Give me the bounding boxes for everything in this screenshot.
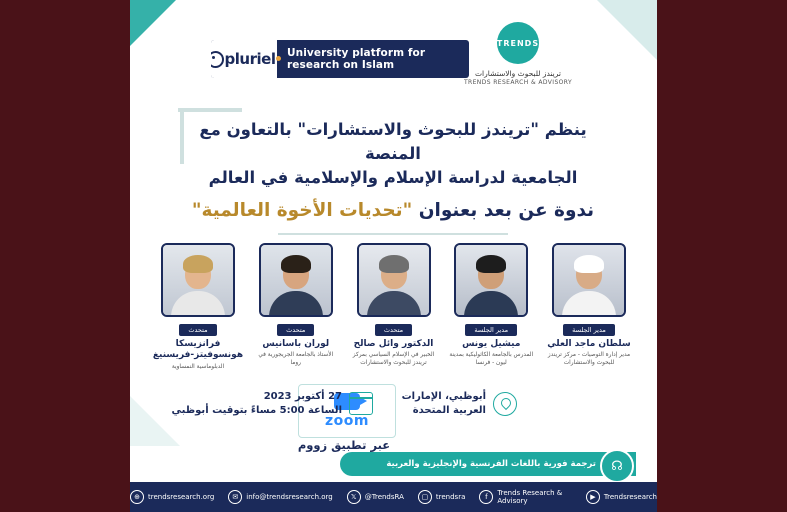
pluriel-tagline: University platform for research on Islam bbox=[287, 47, 426, 71]
avatar bbox=[161, 243, 235, 317]
speaker-role-badge: مدير الجلسة bbox=[563, 324, 615, 336]
event-info-row bbox=[152, 382, 635, 452]
decor-divider bbox=[278, 233, 508, 235]
event-subtitle bbox=[158, 200, 628, 221]
footer-label: Trends Research & Advisory bbox=[497, 489, 563, 505]
footer-label: trendsra bbox=[435, 493, 466, 501]
footer-item-instagram[interactable] bbox=[418, 490, 465, 504]
location-text bbox=[402, 390, 486, 417]
trends-arabic-name: تريندز للبحوث والاستشارات bbox=[475, 69, 561, 78]
translation-banner bbox=[340, 452, 636, 476]
speaker-card bbox=[445, 243, 537, 371]
event-subtitle-highlight: "تحديات الأخوة العالمية" bbox=[191, 199, 413, 221]
speaker-name: لوران باسانيس bbox=[262, 339, 330, 349]
speaker-name: فرانزيسكا هونسوفيتز-فريسنيغ bbox=[152, 339, 244, 361]
speaker-card bbox=[543, 243, 635, 371]
decor-title-bar-h bbox=[178, 108, 242, 112]
calendar-icon bbox=[349, 392, 373, 415]
speaker-name: ميشيل يونس bbox=[462, 339, 521, 349]
footer-item-website[interactable] bbox=[130, 490, 214, 504]
x-twitter-icon: 𝕏 bbox=[347, 490, 361, 504]
zoom-brand-label: zoom bbox=[325, 413, 369, 429]
trends-logo bbox=[453, 22, 583, 86]
speaker-role-badge: متحدث bbox=[277, 324, 314, 336]
instagram-icon: ▢ bbox=[418, 490, 432, 504]
pluriel-logo-icon bbox=[211, 40, 277, 78]
date-line: 27 أكتوبر 2023 bbox=[263, 391, 342, 402]
speaker-title: المدرس بالجامعة الكاثوليكية بمدينة ليون - فرنسا bbox=[449, 352, 534, 366]
facebook-icon: f bbox=[479, 490, 493, 504]
globe-icon: ☊ bbox=[600, 449, 634, 483]
location-line-1: أبوظبي، الإمارات bbox=[401, 391, 486, 402]
datetime-info bbox=[172, 390, 373, 417]
translation-text: ترجمة فورية باللغات الفرنسية والإنجليزية والعربية bbox=[386, 459, 596, 469]
avatar bbox=[259, 243, 333, 317]
footer-label: @TrendsRA bbox=[364, 493, 404, 501]
speakers-row bbox=[152, 243, 635, 371]
speaker-role-badge: متحدث bbox=[179, 324, 216, 336]
speaker-name: سلطان ماجد العلي bbox=[547, 339, 631, 349]
speaker-card bbox=[250, 243, 342, 371]
speaker-role-badge: متحدث bbox=[375, 324, 412, 336]
footer-item-youtube[interactable] bbox=[586, 490, 657, 504]
speaker-role-badge: مدير الجلسة bbox=[465, 324, 517, 336]
location-info bbox=[402, 390, 517, 417]
speaker-title: الدبلوماسية النمساوية bbox=[171, 363, 225, 370]
poster-canvas bbox=[130, 0, 657, 512]
mail-icon: ✉ bbox=[228, 490, 242, 504]
avatar bbox=[357, 243, 431, 317]
title-line-1: ينظم "تريندز للبحوث والاستشارات" بالتعاون مع المنصة bbox=[199, 120, 587, 163]
trends-english-name: TRENDS RESEARCH & ADVISORY bbox=[463, 79, 573, 86]
speaker-name: الدكتور وائل صالح bbox=[353, 339, 434, 349]
youtube-icon: ▶ bbox=[586, 490, 600, 504]
decor-title-bar-v bbox=[180, 108, 184, 164]
footer-item-email[interactable] bbox=[228, 490, 332, 504]
event-subtitle-prefix: ندوة عن بعد بعنوان bbox=[418, 199, 595, 221]
footer-bar bbox=[130, 482, 657, 512]
location-line-2: العربية المتحدة bbox=[412, 404, 486, 416]
datetime-text bbox=[172, 390, 342, 417]
speaker-card bbox=[348, 243, 440, 371]
poster-header bbox=[130, 0, 657, 100]
footer-label: info@trendsresearch.org bbox=[246, 493, 333, 501]
speaker-card bbox=[152, 243, 244, 371]
footer-item-twitter[interactable] bbox=[347, 490, 404, 504]
pluriel-logo-label: pluriel bbox=[224, 50, 276, 68]
location-pin-icon bbox=[493, 392, 517, 416]
pluriel-logo-badge bbox=[211, 40, 469, 78]
speaker-title: الأستاذ بالجامعة الجريجورية في روما bbox=[258, 352, 334, 366]
title-block bbox=[158, 118, 628, 235]
footer-label: trendsresearch.org bbox=[148, 493, 215, 501]
time-line: الساعة 5:00 مساءً بتوقيت أبوظبي bbox=[171, 404, 342, 416]
speaker-title: الخبير في الإسلام السياسي بمركز تريندز للبحوث والاستشارات bbox=[352, 352, 435, 366]
footer-label: Trendsresearch bbox=[603, 493, 657, 501]
trends-logo-icon: TRENDS bbox=[497, 22, 539, 64]
avatar bbox=[454, 243, 528, 317]
platform-caption: عبر تطبيق زووم bbox=[297, 438, 391, 452]
globe-icon: ⊕ bbox=[130, 490, 144, 504]
avatar bbox=[552, 243, 626, 317]
footer-item-facebook[interactable] bbox=[479, 489, 572, 505]
title-line-2: الجامعية لدراسة الإسلام والإسلامية في العالم bbox=[208, 167, 578, 187]
speaker-title: مدير إدارة التوصيات - مركز تريندز للبحوث والاستشارات bbox=[547, 352, 631, 366]
